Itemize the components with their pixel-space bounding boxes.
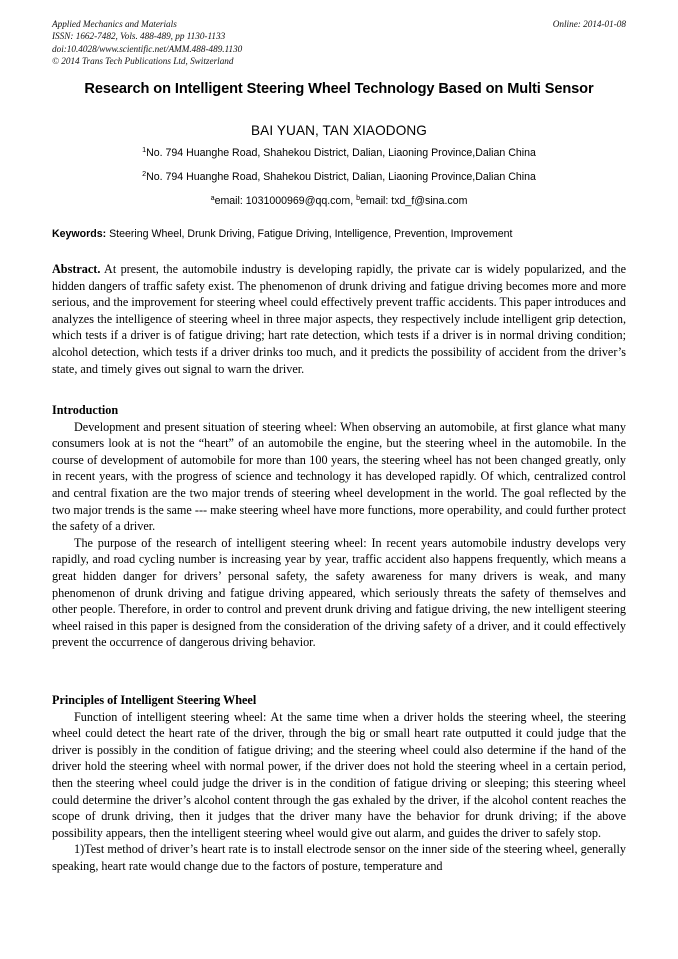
paragraph: The purpose of the research of intelligent steering wheel: In recent years automobile industry develops very rapidly, and road cycling number is increasing year by year, traffic accident also happens frequently, which means a great hidden danger for drivers’ personal safety, the safety awareness for many drivers is weak, and many phenomenon of drunk driving and fatigue driving appeared, which seriously threats the safety of themselves and other people. Therefore, in order to control and prevent drunk driving and fatigue driving, the new intelligent steering wheel raised in this paper is designed from the consideration of the driving safety of a driver, and it could effectively prevent the occurrence of dangerous driving behavior. [52, 535, 626, 650]
affiliation-1 [52, 146, 626, 160]
journal-header [52, 18, 626, 67]
email-a-marker: a [210, 193, 215, 202]
affiliation-2-text: No. 794 Huanghe Road, Shahekou District, Dalian, Liaoning Province,Dalian China [146, 171, 536, 183]
section-introduction [52, 402, 626, 651]
affiliation-1-text: No. 794 Huanghe Road, Shahekou District, Dalian, Liaoning Province,Dalian China [146, 147, 536, 159]
abstract-block [52, 261, 626, 377]
paragraph: Function of intelligent steering wheel: At the same time when a driver holds the steering wheel, the steering wheel could detect the heart rate of the driver, through the big or small heart rate outputted it could judge that the driver is possibly in the condition of fatigue driving; and the steering wheel could also determine if the hand of the driver hold the steering wheel with normal power, if the driver does not hold the steering wheel in a certain period, then the steering wheel could judge the driver is in the condition of fatigue driving or sleeping; this steering wheel could determine the driver’s alcohol content through the gas exhaled by the driver, if the alcohol content reaches the scope of drunk driving, then it judges that the driver many have the behavior for drunk driving; if the above possibility appears, then the intelligent steering wheel would give out alarm, and guides the driver to safely stop. [52, 709, 626, 840]
journal-header-left [52, 18, 242, 67]
keywords-value: Steering Wheel, Drunk Driving, Fatigue Driving, Intelligence, Prevention, Improvement [106, 228, 513, 240]
email-a: email: 1031000969@qq.com, [214, 195, 357, 207]
affiliation-2-marker: 2 [142, 169, 147, 178]
paragraph: 1)Test method of driver’s heart rate is to install electrode sensor on the inner side of the steering wheel, generally speaking, heart rate would change due to the factors of posture, temperature and [52, 842, 626, 873]
journal-online-date: Online: 2014-01-08 [552, 19, 626, 29]
paragraph: Development and present situation of steering wheel: When observing an automobile, at first glance what many consumers look at is not the “heart” of an automobile the engine, but the steering wheel in the automobile. In the course of development of automobile for more than 100 years, the steering wheel has not been changed greatly, only in recent years, with the progress of science and technology it has developed rapidly. Of which, centralized control and central fixation are the two major trends of steering wheel development in the world. The goal reflected by the two major trends is the same --- make steering wheel have more functions, more operability, and could further protect the safety of a driver. [52, 419, 626, 534]
journal-issn-line: ISSN: 1662-7482, Vols. 488-489, pp 1130-1133 [52, 31, 226, 42]
journal-name: Applied Mechanics and Materials [52, 19, 177, 29]
journal-copyright-line: © 2014 Trans Tech Publications Ltd, Switzerland [52, 55, 234, 66]
section-heading-introduction: Introduction [52, 403, 119, 417]
author-list: BAI YUAN, TAN XIAODONG [251, 123, 427, 138]
section-principles [52, 692, 626, 875]
page-title: Research on Intelligent Steering Wheel Technology Based on Multi Sensor [84, 81, 594, 97]
keywords-label: Keywords: [52, 228, 107, 240]
affiliation-2 [52, 170, 626, 184]
journal-doi-line: doi:10.4028/www.scientific.net/AMM.488-489.1130 [52, 43, 243, 54]
abstract-text: At present, the automobile industry is developing rapidly, the private car is widely popularized, and the hidden dangers of traffic safety exist. The phenomenon of drunk driving and fatigue driving becomes more and more serious, and the improvement for steering wheel could effectively prevent traffic accidents. This paper introduces and analyzes the intelligence of steering wheel in three major aspects, they respectively include intelligent grip detection, which tests if a driver is of fatigue driving; hart rate detection, which tests if a driver is in normal driving condition; alcohol detection, which tests if a driver drinks too much, and it predicts the possibility of accident from the driver’s state, and timely gives out signal to warn the driver. [52, 262, 626, 376]
email-b: email: txd_f@sina.com [360, 195, 468, 207]
section-heading-principles: Principles of Intelligent Steering Wheel [52, 693, 257, 707]
keywords-line [52, 227, 626, 241]
email-b-marker: b [356, 193, 361, 202]
author-emails [52, 194, 626, 208]
abstract-label: Abstract. [52, 262, 101, 276]
affiliation-1-marker: 1 [142, 145, 147, 154]
